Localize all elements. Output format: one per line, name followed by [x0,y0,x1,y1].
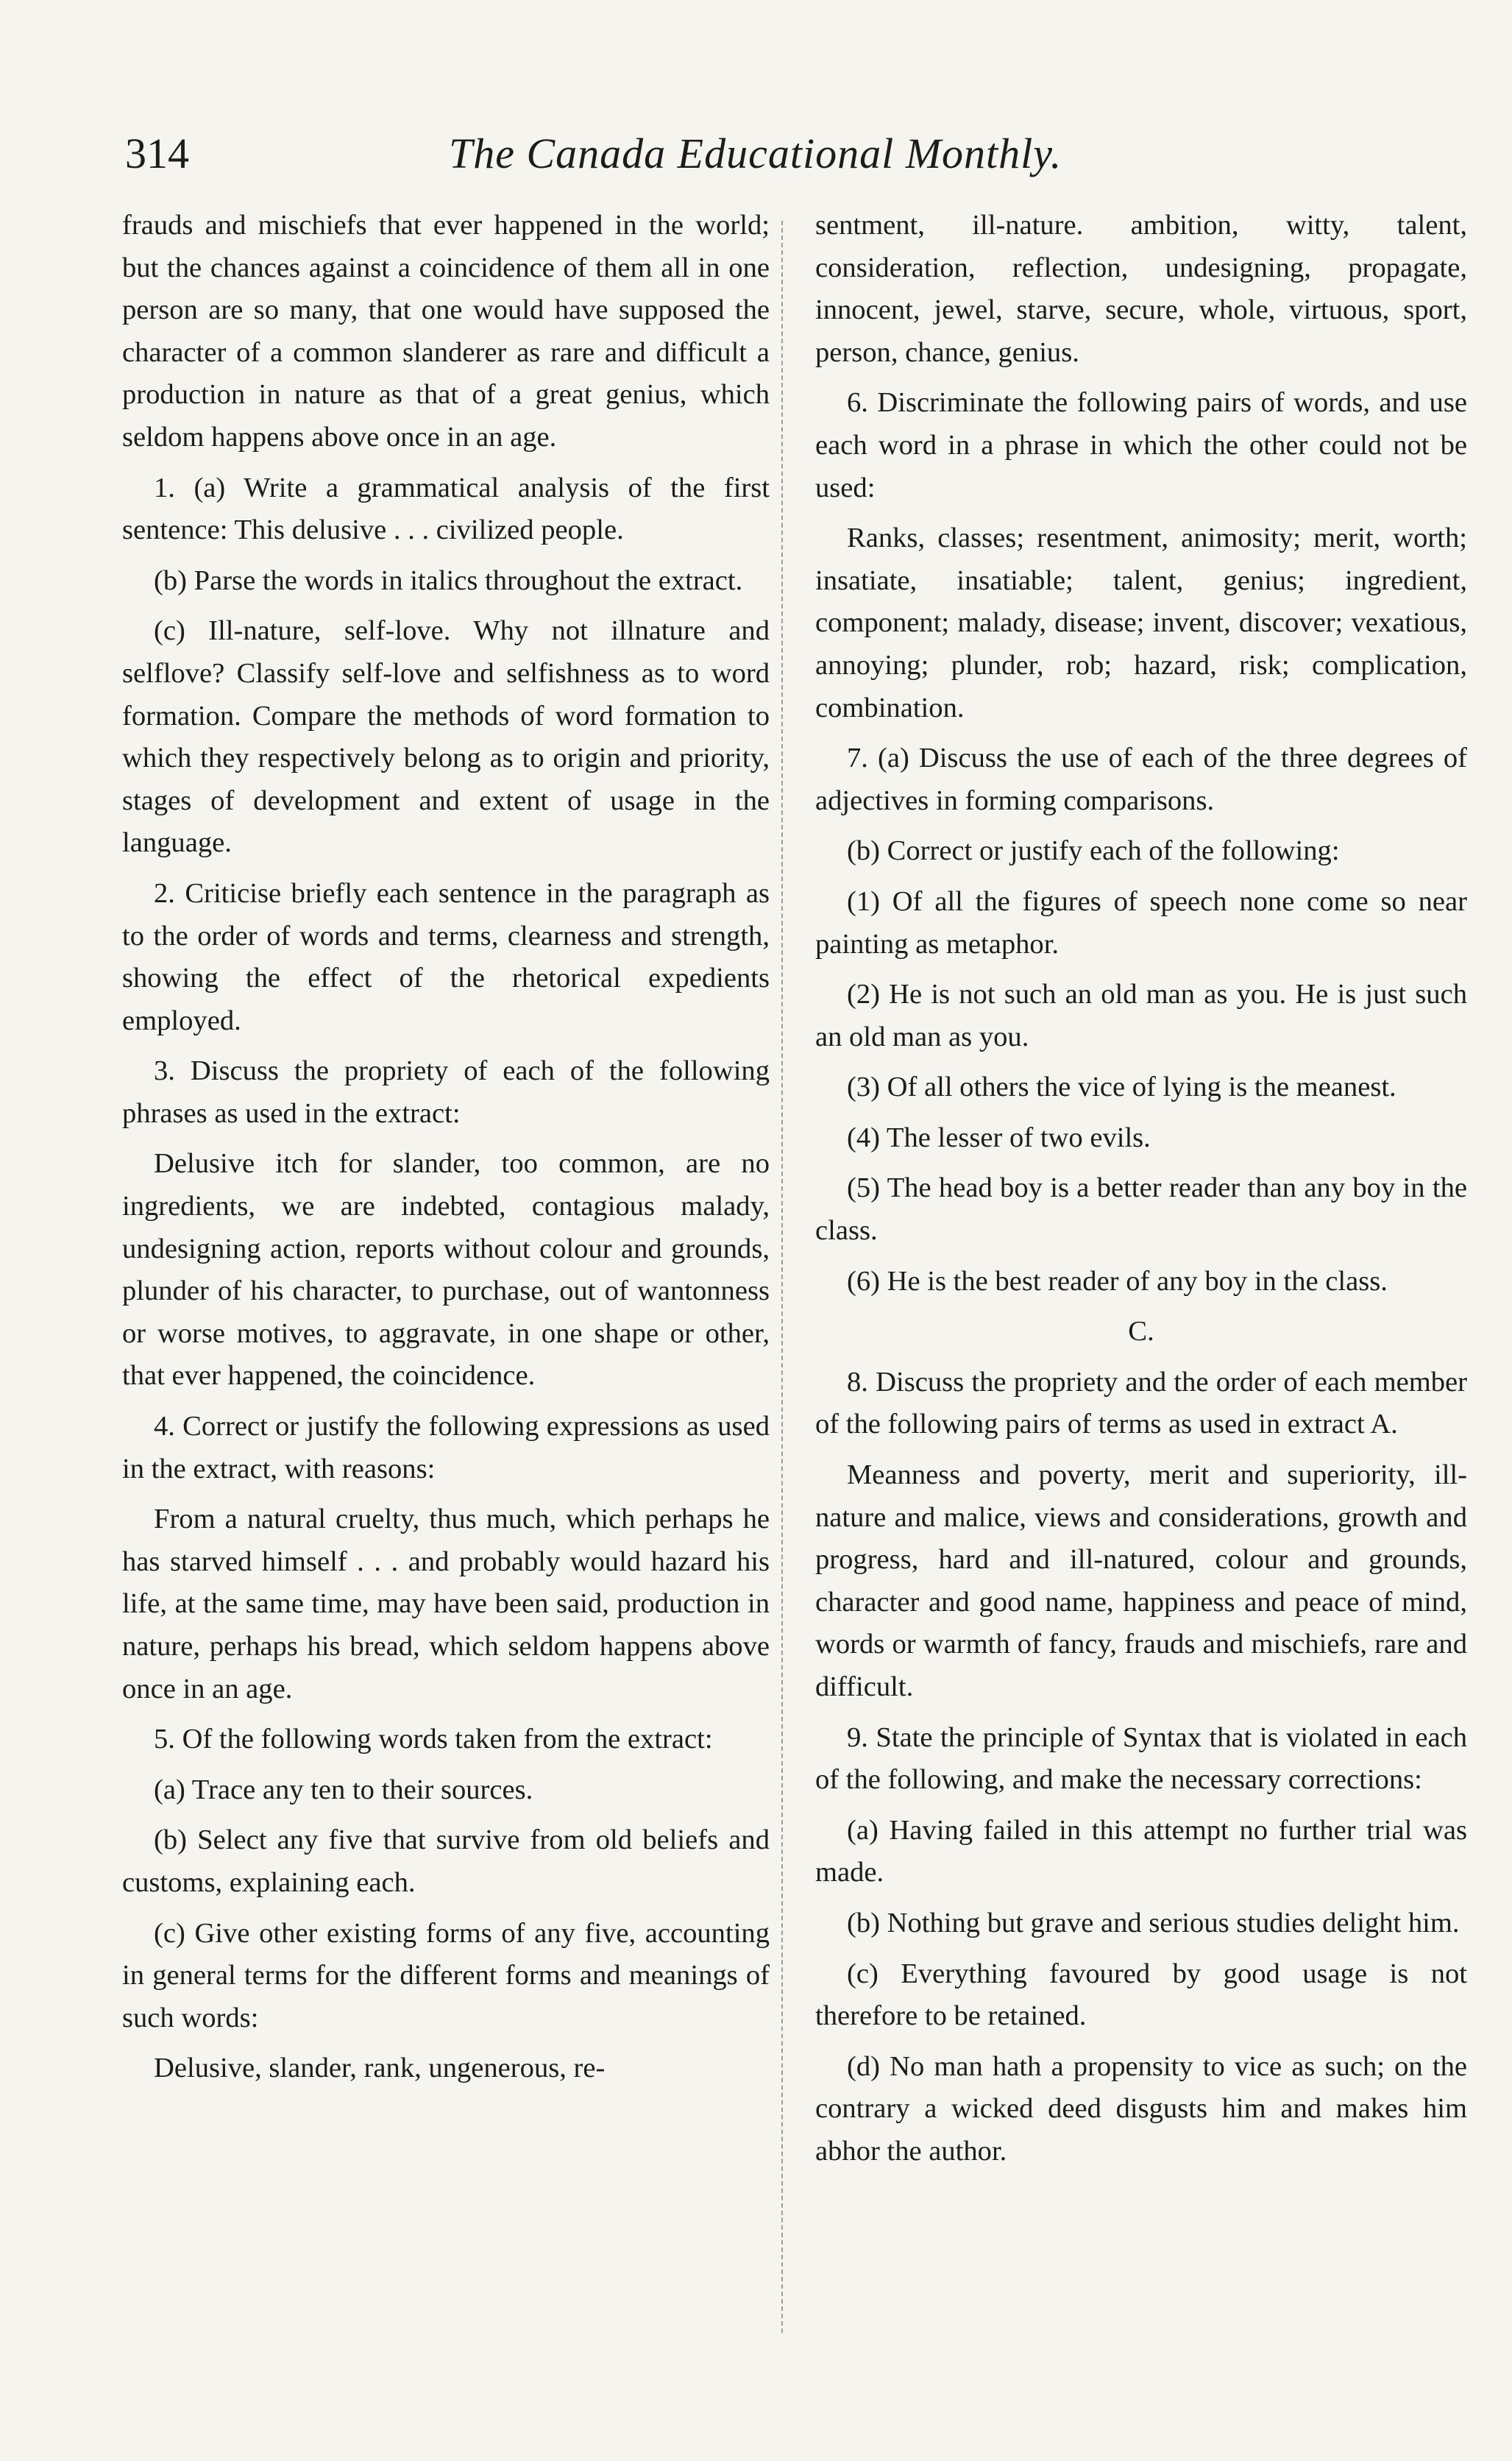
question-8: 8. Discuss the propriety and the order of each member of the following pairs of terms as used in extract A. [815,1366,1467,1440]
running-header [125,121,1472,187]
question-7b-2: (2) He is not such an old man as you. He is just such an old man as you. [815,979,1467,1052]
question-5a: (a) Trace any ten to their sources. [154,1774,533,1805]
question-5c: (c) Give other existing forms of any five, accounting in general terms for the different forms and meanings of such words: [122,1917,770,2033]
question-9c: (c) Everything favoured by good usage is not therefore to be retained. [815,1958,1467,2032]
question-1a: 1. (a) Write a grammatical analysis of the first sentence: This delusive . . . civilized people. [122,472,770,546]
question-6: 6. Discriminate the following pairs of words, and use each word in a phrase in which the other could not be used: [815,387,1467,503]
question-7b-6: (6) He is the best reader of any boy in the class. [847,1265,1388,1297]
question-4-list: From a natural cruelty, thus much, which perhaps he has starved himself . . . and probably would hazard his life, at the same time, may have been said, production in nature, perhaps his bread, which seldom happens above once in an age. [122,1504,770,1704]
question-1b: (b) Parse the words in italics throughout the extract. [154,564,743,596]
right-column [815,205,1467,2173]
question-1c: (c) Ill-nature, self-love. Why not illnature and selflove? Classify self-love and selfishness as to word formation. Compare the methods of word formation to which they respectively belong as to origin and priority, stages of development and extent of usage in the language. [122,615,770,859]
question-5: 5. Of the following words taken from the extract: [154,1724,713,1755]
question-3-list: Delusive itch for slander, too common, are no ingredients, we are indebted, contagious malady, undesigning action, reports without colour and grounds, plunder of his character, to purchase, out of wantonness or worse motives, to aggravate, in one shape or other, that ever happened, the coincidence. [122,1148,770,1392]
column-divider [781,221,783,2333]
question-9b: (b) Nothing but grave and serious studies delight him. [847,1907,1460,1938]
page-number: 314 [125,130,189,177]
question-7b: (b) Correct or justify each of the following: [847,835,1340,867]
question-9a: (a) Having failed in this attempt no further trial was made. [815,1814,1467,1888]
section-heading-c: C. [1128,1316,1154,1348]
question-8-list: Meanness and poverty, merit and superiority, ill-nature and malice, views and considerations, growth and progress, hard and ill-natured, colour and grounds, character and good name, happiness and peace of mind, words or warmth of fancy, frauds and mischiefs, rare and difficult. [815,1459,1467,1702]
question-7b-5: (5) The head boy is a better reader than any boy in the class. [815,1172,1467,1247]
question-4: 4. Correct or justify the following expressions as used in the extract, with reasons: [122,1411,770,1484]
question-9: 9. State the principle of Syntax that is violated in each of the following, and make the necessary corrections: [815,1721,1467,1796]
left-column [122,205,770,2090]
question-9d: (d) No man hath a propensity to vice as such; on the contrary a wicked deed disgusts him and makes him abhor the author. [815,2050,1467,2167]
question-6-list: Ranks, classes; resentment, animosity; merit, worth; insatiate, insatiable; talent, genius; ingredient, component; malady, disease; invent, discover; vexatious, annoying; plunder, rob; hazard, risk; complication, combination. [815,523,1467,723]
question-7b-4: (4) The lesser of two evils. [847,1122,1151,1153]
question-7a: 7. (a) Discuss the use of each of the three degrees of adjectives in forming comparisons. [815,743,1467,816]
journal-title: The Canada Educational Monthly. [449,130,1062,177]
question-3: 3. Discuss the propriety of each of the following phrases as used in the extract: [122,1055,770,1129]
question-5-list: Delusive, slander, rank, ungenerous, re- [154,2053,606,2084]
paragraph: frauds and mischiefs that ever happened in the world; but the chances against a coincidence of them all in one person are so many, that one would have supposed the character of a common slanderer as rare and difficult a production in nature as that of a great genius, which seldom happens above once in an age. [122,210,770,453]
question-5b: (b) Select any five that survive from old beliefs and customs, explaining each. [122,1824,770,1898]
paragraph: sentment, ill-nature. ambition, witty, talent, consideration, reflection, undesigning, propagate, innocent, jewel, starve, secure, whole, virtuous, sport, person, chance, genius. [815,210,1467,368]
question-2: 2. Criticise briefly each sentence in the paragraph as to the order of words and terms, clearness and strength, showing the effect of the rhetorical expedients employed. [122,877,770,1036]
question-7b-3: (3) Of all others the vice of lying is the meanest. [847,1072,1396,1103]
question-7b-1: (1) Of all the figures of speech none come so near painting as metaphor. [815,885,1467,960]
